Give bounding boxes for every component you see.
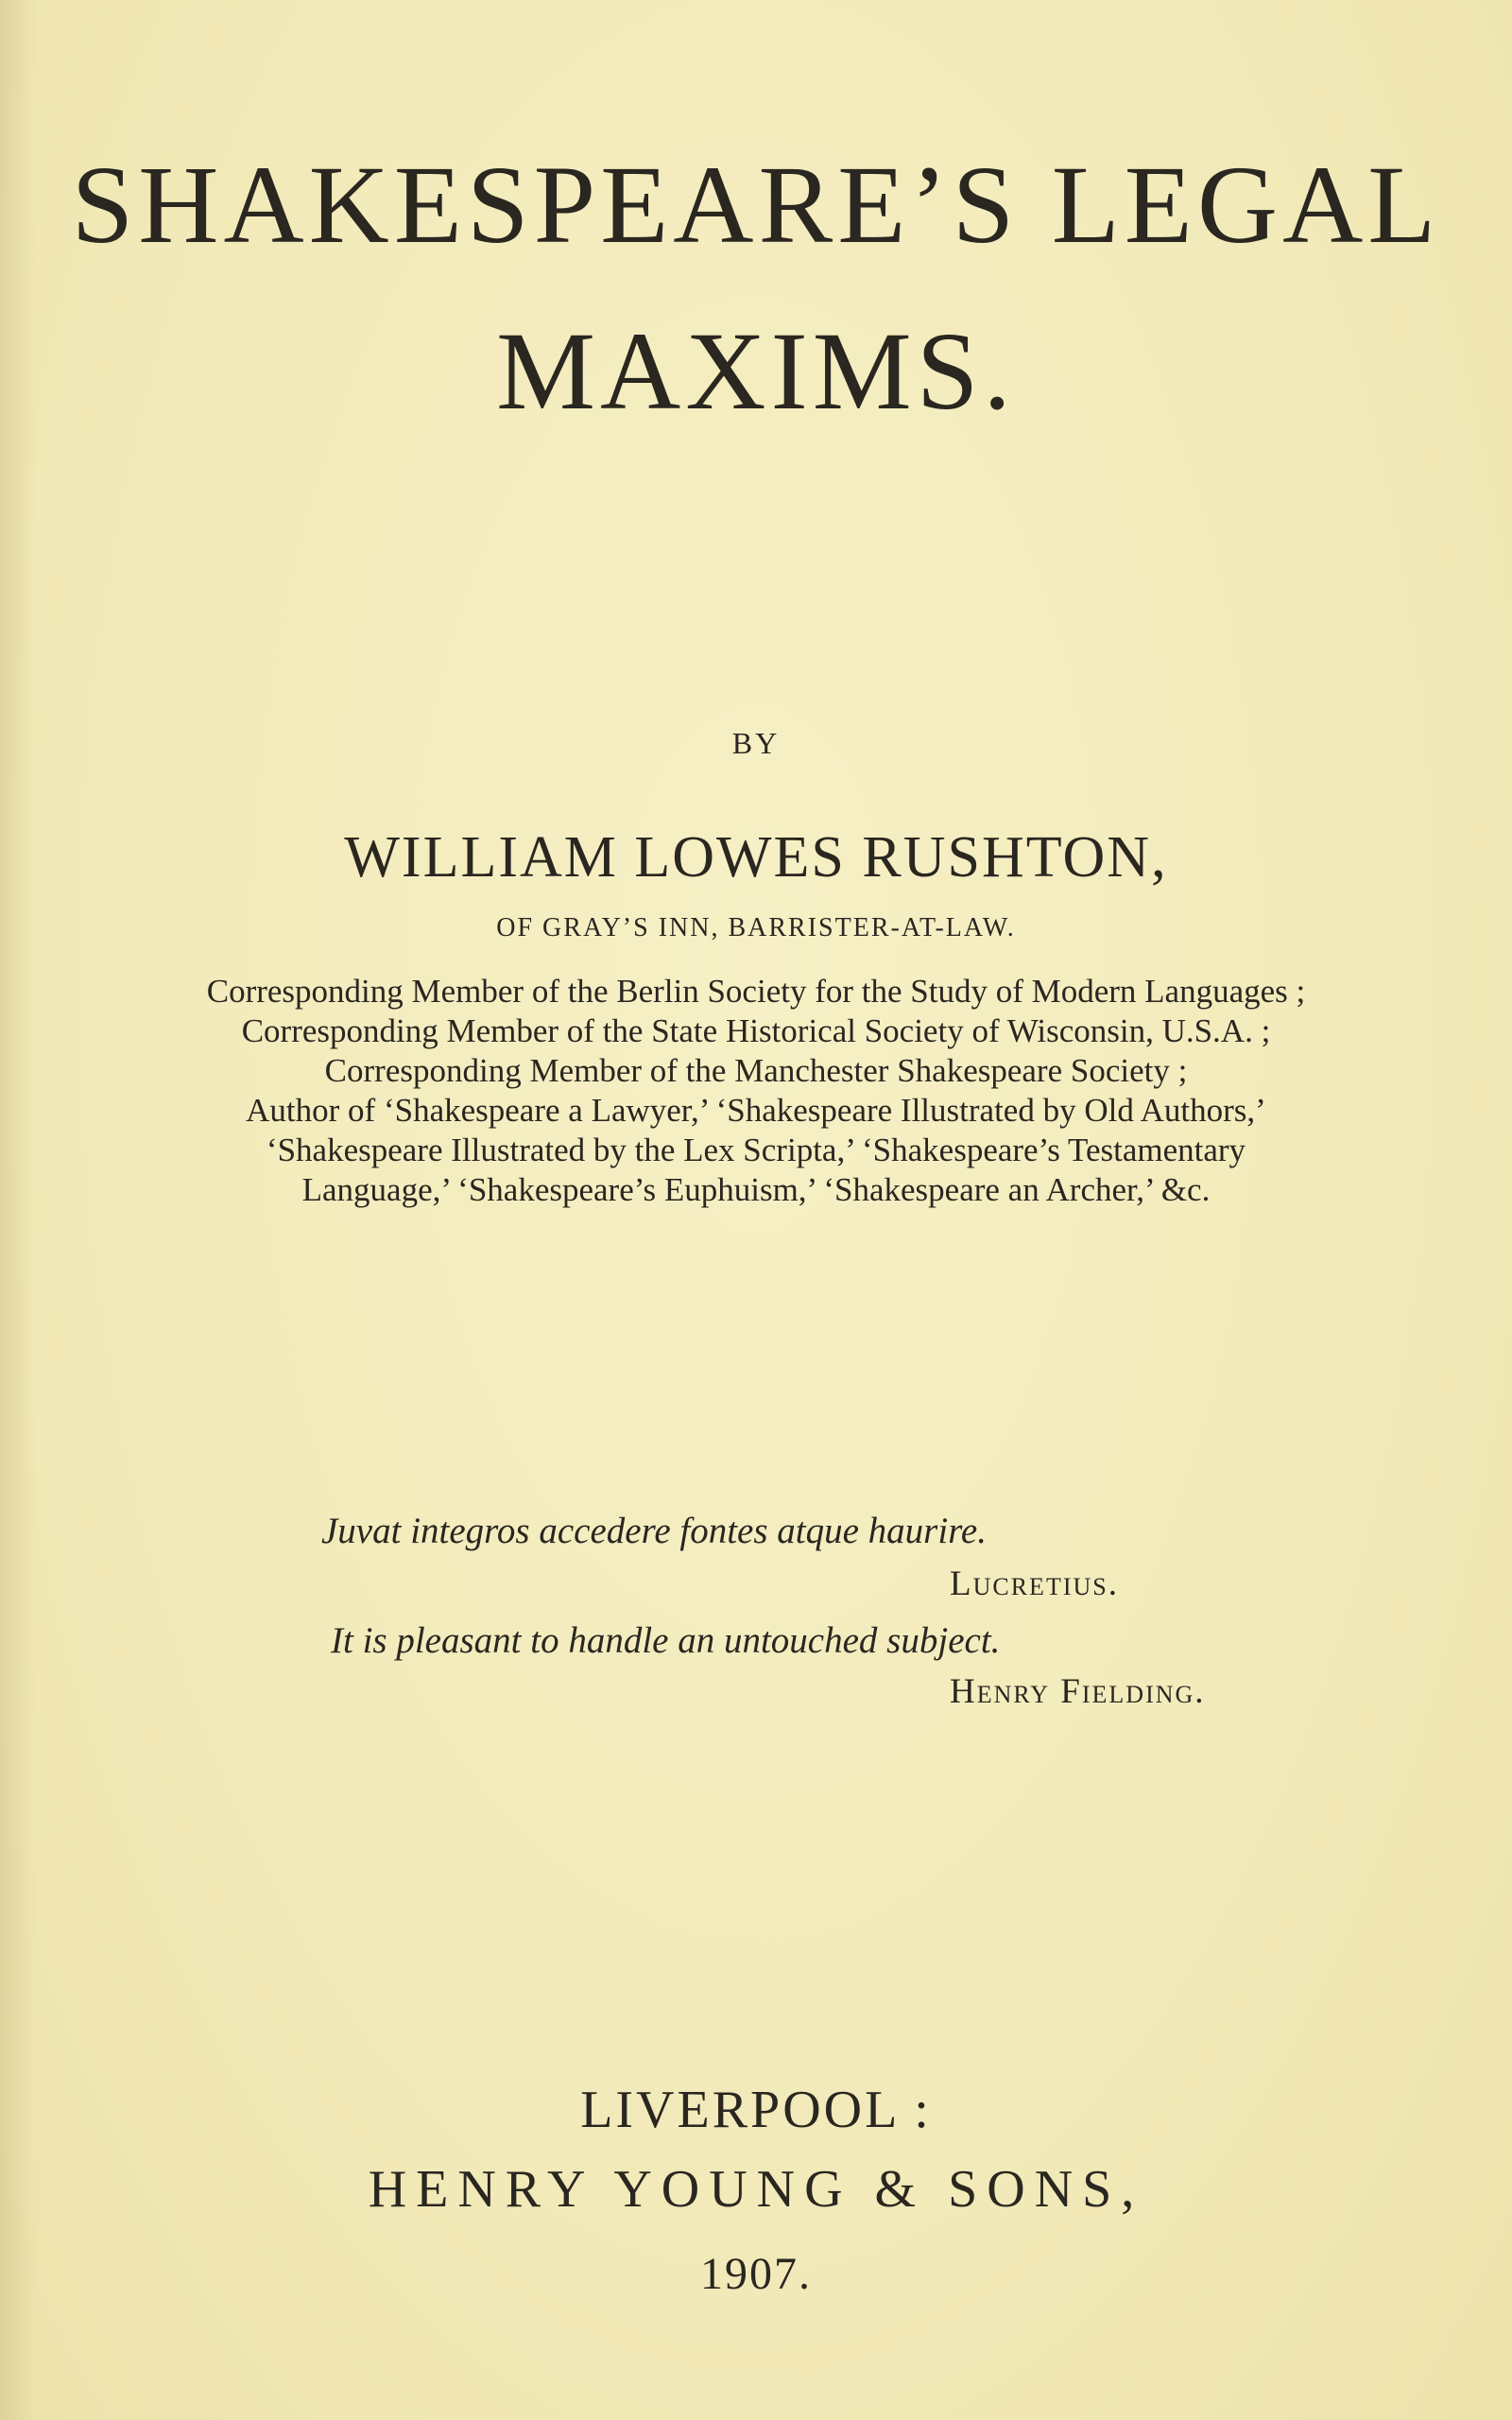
imprint-year: 1907. xyxy=(700,2249,812,2299)
epigraph-attribution-lucretius: Lucretius. xyxy=(950,1564,1119,1603)
epigraph-english: It is pleasant to handle an untouched subject. xyxy=(331,1620,1001,1661)
epigraph-latin: Juvat integros accedere fontes atque haurire. xyxy=(321,1511,987,1551)
credential-line: Language,’ ‘Shakespeare’s Euphuism,’ ‘Shakespeare an Archer,’ &c. xyxy=(301,1171,1211,1208)
credential-line: Author of ‘Shakespeare a Lawyer,’ ‘Shakespeare Illustrated by Old Authors,’ xyxy=(246,1092,1266,1129)
imprint-place: LIVERPOOL : xyxy=(580,2081,932,2139)
author-name: WILLIAM LOWES RUSHTON, xyxy=(344,825,1168,890)
byline: BY xyxy=(731,726,781,760)
book-title-line-2: MAXIMS. xyxy=(496,309,1016,433)
credential-line: Corresponding Member of the Berlin Society for the Study of Modern Languages ; xyxy=(206,973,1306,1010)
credential-line: ‘Shakespeare Illustrated by the Lex Scripta,’ ‘Shakespeare’s Testamentary xyxy=(266,1132,1246,1168)
credential-line: Corresponding Member of the State Historical Society of Wisconsin, U.S.A. ; xyxy=(241,1012,1271,1049)
imprint-publisher: HENRY YOUNG & SONS, xyxy=(368,2160,1144,2219)
credential-line: Corresponding Member of the Manchester Shakespeare Society ; xyxy=(324,1052,1188,1089)
epigraph-attribution-fielding: Henry Fielding. xyxy=(950,1672,1206,1711)
epigraphs xyxy=(321,1509,1266,1715)
author-affiliation: OF GRAY’S INN, BARRISTER-AT-LAW. xyxy=(496,913,1016,942)
book-title-line-1: SHAKESPEARE’S LEGAL xyxy=(71,143,1441,267)
author-credentials xyxy=(0,972,1512,1210)
